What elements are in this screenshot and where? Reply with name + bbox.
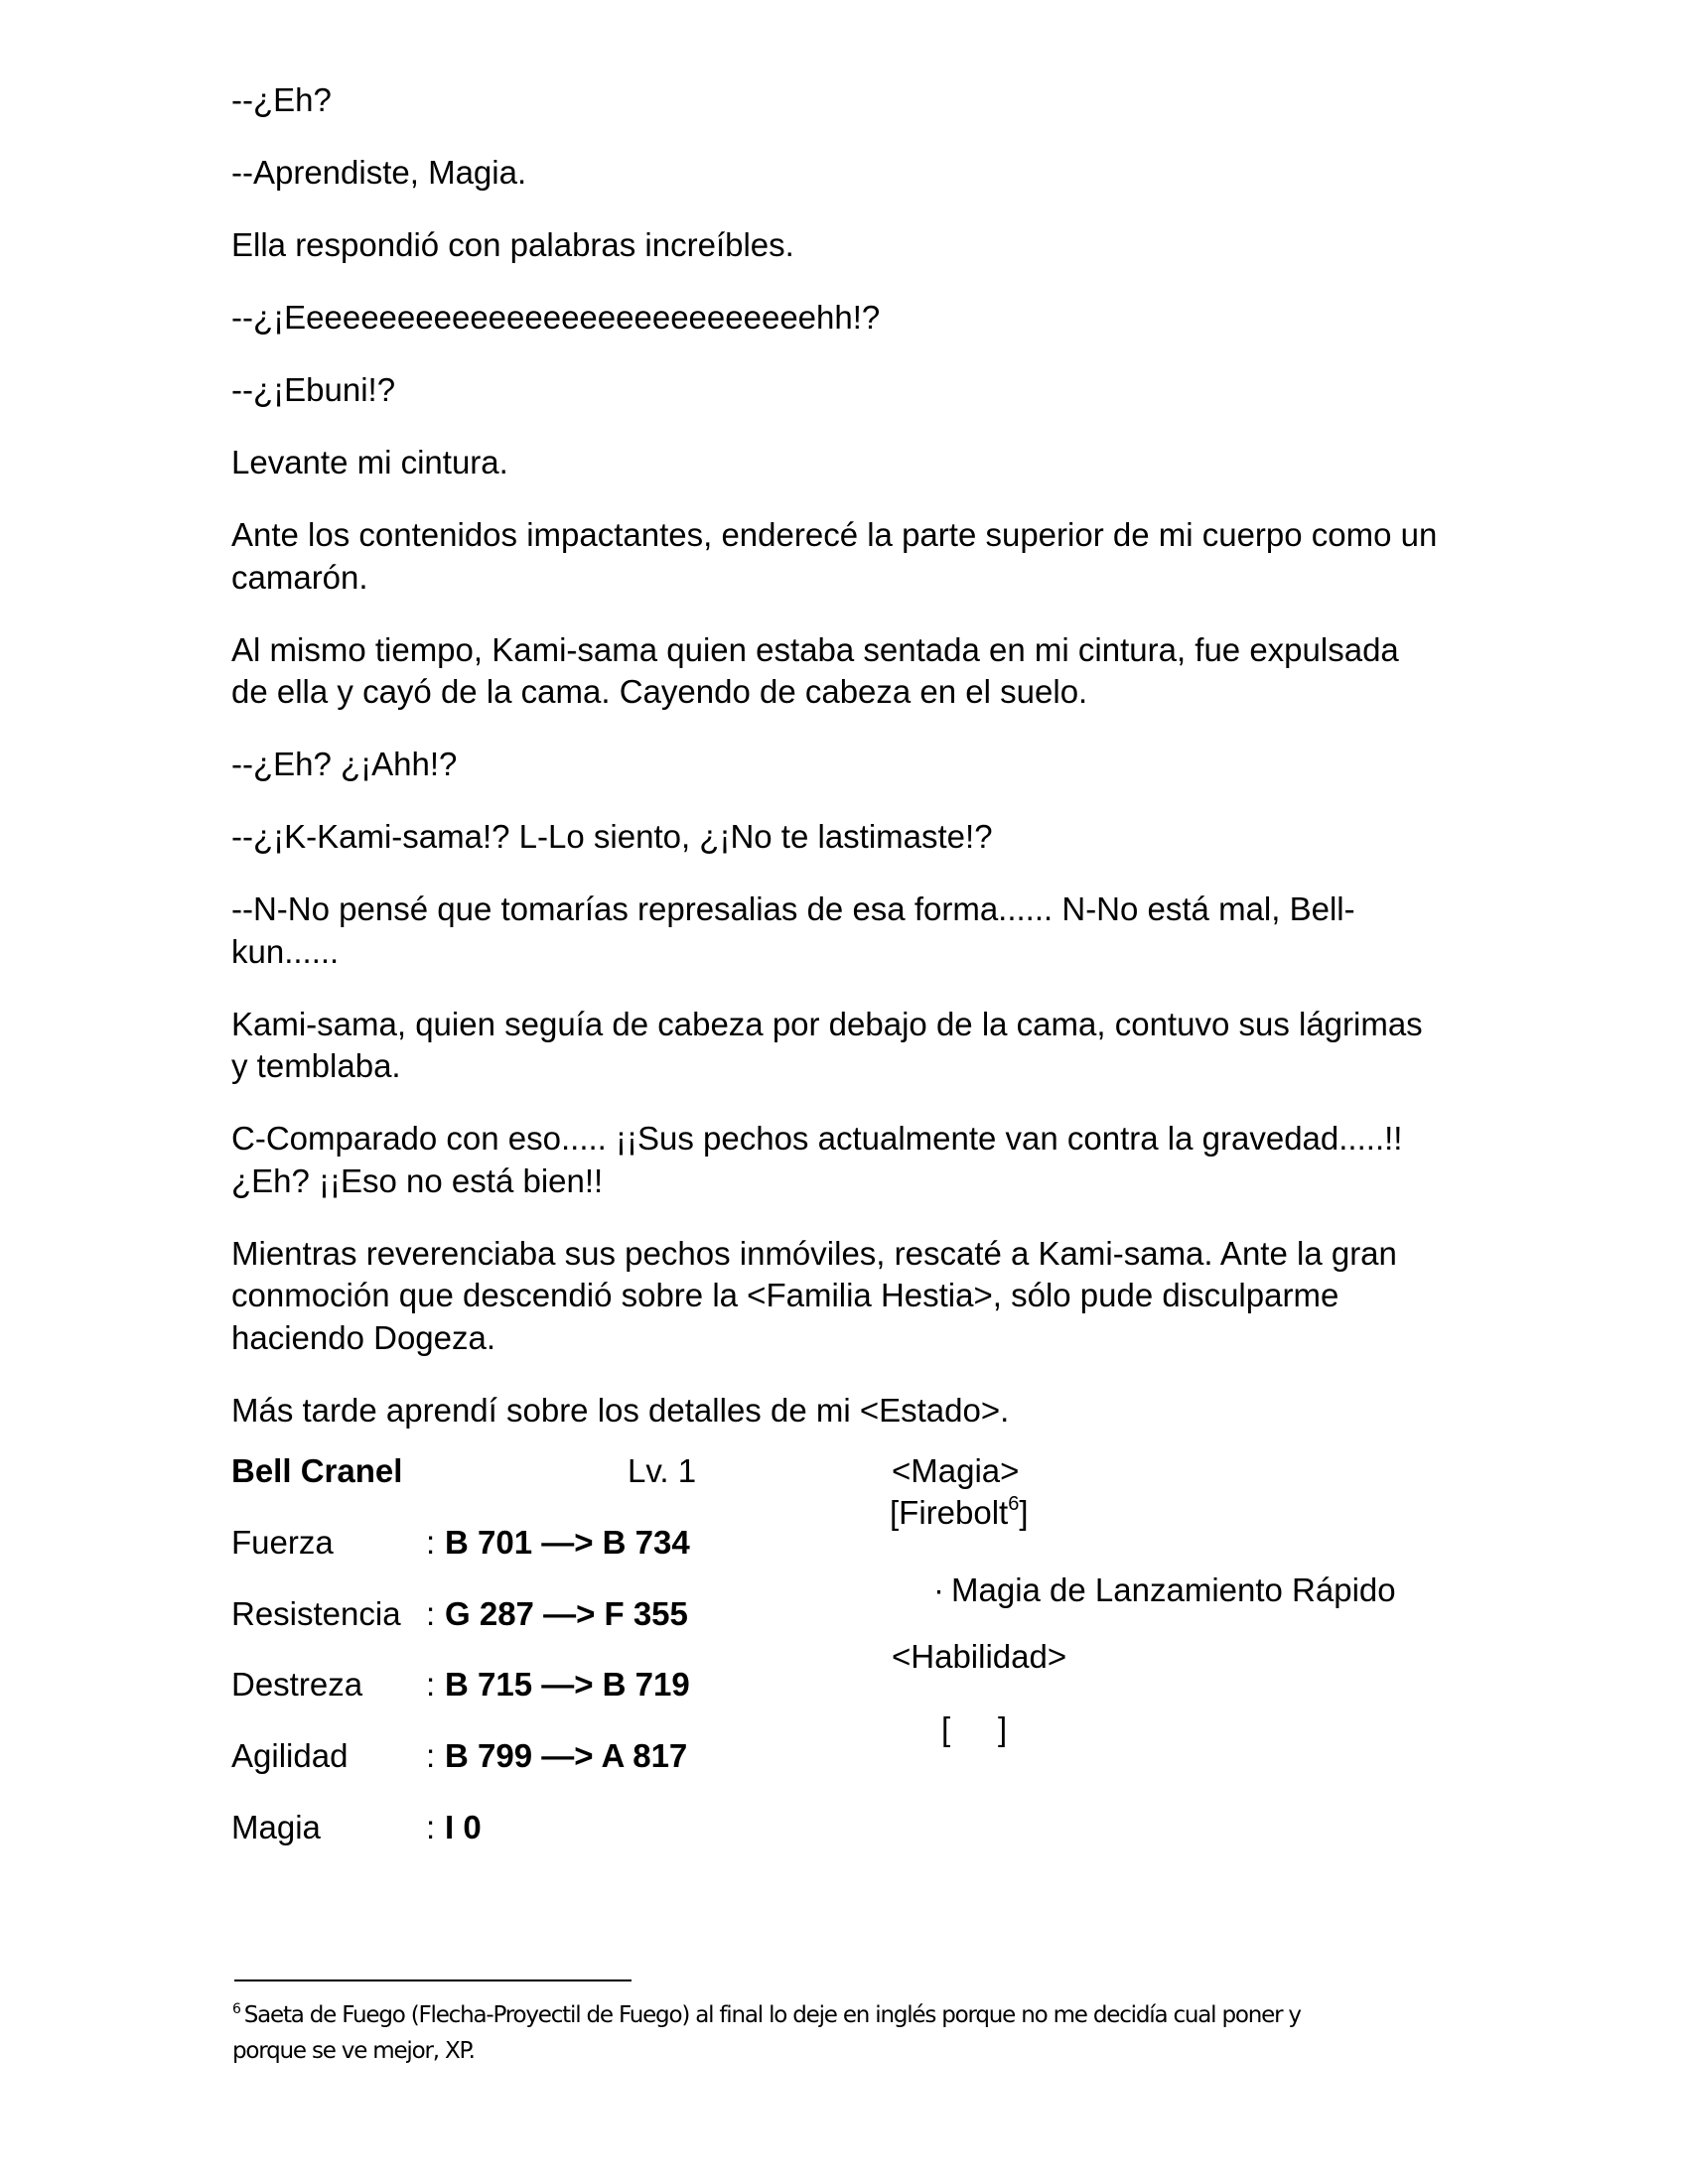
text-line: C-Comparado con eso..... ¡¡Sus pechos actualmente van contra la gravedad.....!! [231,1120,1403,1157]
magic-header: <Magia> [892,1452,1020,1489]
stat-label: Destreza [231,1666,363,1703]
text-line: ¿Eh? ¡¡Eso no está bien!! [231,1161,604,1199]
magic-name-text: [Firebolt [890,1494,1009,1531]
paragraph [231,629,1463,714]
footnote-line [232,1997,1464,2033]
text-line: --¿¡K-Kami-sama!? L-Lo siento, ¿¡No te lastimaste!? [231,818,993,855]
text-line: --Aprendiste, Magia. [231,154,527,191]
stat-colon: : [426,1809,436,1845]
footnote-number: 6 [232,2001,240,2018]
stat-value: B 701 —> B 734 [445,1524,690,1561]
text-line: --¿¡Ebuni!? [231,371,396,408]
paragraph [231,1390,1463,1433]
character-name: Bell Cranel [231,1452,403,1489]
magic-name [890,1492,1029,1534]
magic-name-close: ] [1019,1494,1029,1531]
footnote [232,1997,1464,2069]
text-line: camarón. [231,558,368,596]
stat-colon: : [426,1595,436,1632]
paragraph [231,816,1463,859]
paragraph [231,152,1463,195]
text-line: Ella respondió con palabras increíbles. [231,226,794,263]
stat-value: B 799 —> A 817 [445,1737,688,1774]
text-line: --¿Eh? ¿¡Ahh!? [231,746,458,782]
paragraph [231,442,1463,484]
footnote-text: Saeta de Fuego (Flecha-Proyectil de Fuego) al final lo deje en inglés porque no me decidía cual poner y [243,2002,1301,2028]
stat-label: Resistencia [231,1595,401,1632]
text-line: Al mismo tiempo, Kami-sama quien estaba sentada en mi cintura, fue expulsada [231,630,1399,668]
footnote-ref: 6 [1008,1493,1020,1515]
skill-bracket-close: ] [998,1710,1008,1747]
stat-value: B 715 —> B 719 [445,1666,690,1703]
footnote-divider [234,1979,632,1981]
stat-label: Fuerza [231,1524,334,1561]
text-line: --N-No pensé que tomarías represalias de esa forma...... N-No está mal, Bell- [231,890,1355,927]
magic-description: Magia de Lanzamiento Rápido [951,1571,1396,1608]
paragraph [231,1233,1463,1360]
stat-value: G 287 —> F 355 [445,1595,688,1632]
text-line: kun...... [231,932,340,970]
footnote-line: porque se ve mejor, XP. [232,2038,475,2064]
text-line: Mientras reverenciaba sus pechos inmóviles, rescaté a Kami-sama. Ante la gran [231,1234,1397,1272]
magic-bullet: · [933,1571,944,1608]
skill-bracket-open: [ [941,1710,951,1747]
stat-colon: : [426,1737,436,1774]
paragraph [231,888,1463,973]
stat-value: I 0 [445,1809,482,1845]
skill-header: <Habilidad> [892,1638,1067,1675]
text-line: Más tarde aprendí sobre los detalles de mi <Estado>. [231,1391,1010,1429]
paragraph [231,369,1463,412]
text-line: --¿Eh? [231,81,332,118]
text-line: --¿¡Eeeeeeeeeeeeeeeeeeeeeeeeeeeeehh!? [231,299,881,336]
text-line: conmoción que descendió sobre la <Familia Hestia>, sólo pude disculparme [231,1277,1339,1313]
paragraph [231,1004,1463,1088]
stat-label: Magia [231,1809,321,1845]
character-level: Lv. 1 [628,1452,697,1489]
text-line: y temblaba. [231,1047,401,1084]
paragraph [231,744,1463,786]
text-line: Levante mi cintura. [231,444,508,480]
paragraph [231,224,1463,267]
stat-label: Agilidad [231,1737,349,1774]
paragraph [231,514,1463,599]
paragraph [231,79,1463,122]
paragraph [231,297,1463,340]
stat-colon: : [426,1524,436,1561]
paragraph [231,1118,1463,1202]
text-line: Ante los contenidos impactantes, enderecé la parte superior de mi cuerpo como un [231,516,1438,553]
text-line: haciendo Dogeza. [231,1318,496,1356]
body-text [231,79,1463,1462]
stat-colon: : [426,1666,436,1703]
text-line: de ella y cayó de la cama. Cayendo de cabeza en el suelo. [231,673,1088,710]
text-line: Kami-sama, quien seguía de cabeza por debajo de la cama, contuvo sus lágrimas [231,1005,1423,1042]
